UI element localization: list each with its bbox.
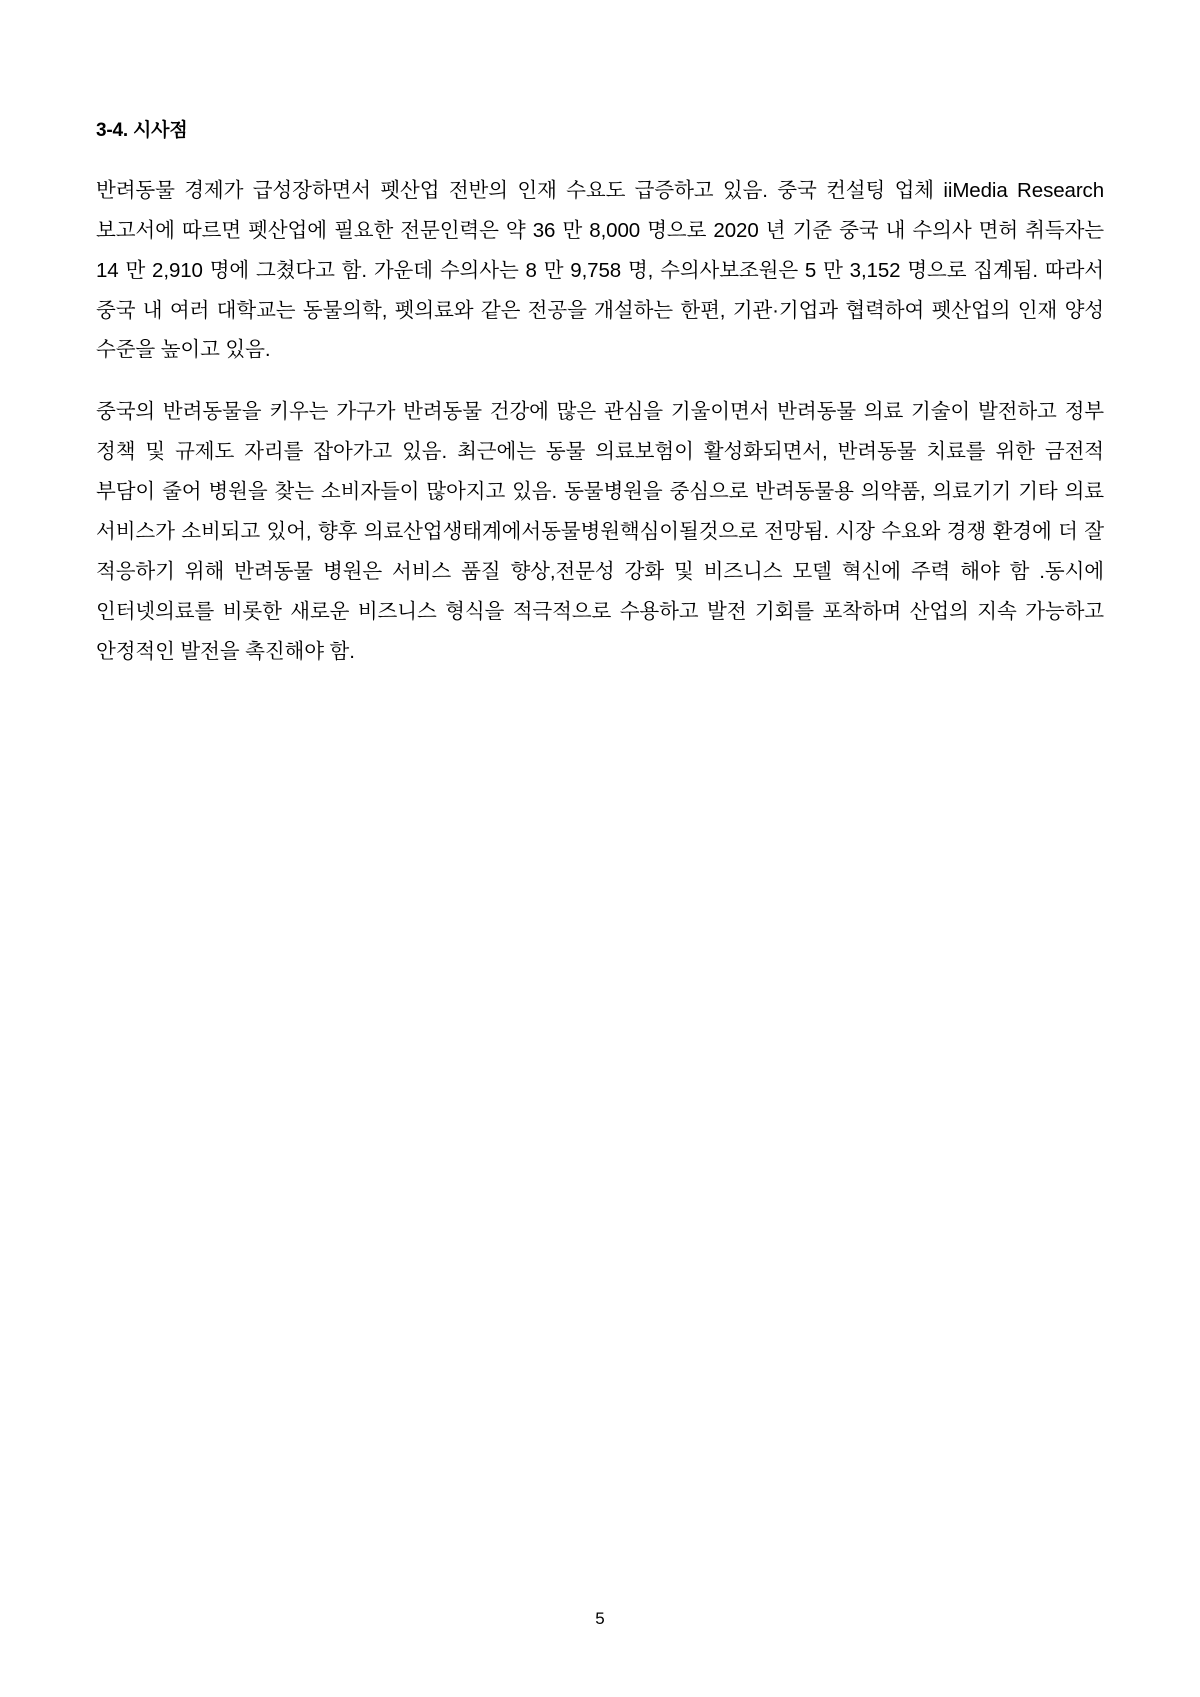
section-heading: 3-4. 시사점 <box>96 120 188 141</box>
body-paragraph: 반려동물 경제가 급성장하면서 펫산업 전반의 인재 수요도 급증하고 있음. 중국 컨설팅 업체 iiMedia Research 보고서에 따르면 펫산업에 필요한 전문인력은 약 36 만 8,000 명으로 2020 년 기준 중국 내 수의사 면허 취득자는 14 만 2,910 명에 그쳤다고 함. 가운데 수의사는 8 만 9,758 명, 수의사보조원은 5 만 3,152 명으로 집계됨. 따라서 중국 내 여러 대학교는 동물의학, 펫의료와 같은 전공을 개설하는 한편, 기관·기업과 협력하여 펫산업의 인재 양성 수준을 높이고 있음. <box>96 178 1104 362</box>
body-paragraph: 중국의 반려동물을 키우는 가구가 반려동물 건강에 많은 관심을 기울이면서 반려동물 의료 기술이 발전하고 정부 정책 및 규제도 자리를 잡아가고 있음. 최근에는 동물 의료보험이 활성화되면서, 반려동물 치료를 위한 금전적 부담이 줄어 병원을 찾는 소비자들이 많아지고 있음. 동물병원을 중심으로 반려동물용 의약품, 의료기기 기타 의료 서비스가 소비되고 있어, 향후 의료산업생태계에서동물병원핵심이될것으로 전망됨. 시장 수요와 경쟁 환경에 더 잘 적응하기 위해 반려동물 병원은 서비스 품질 향상,전문성 강화 및 비즈니스 모델 혁신에 주력 해야 함 .동시에 인터넷의료를 비롯한 새로운 비즈니스 형식을 적극적으로 수용하고 발전 기회를 포착하며 산업의 지속 가능하고 안정적인 발전을 촉진해야 함. <box>96 400 1104 664</box>
page-number: 5 <box>595 1609 605 1628</box>
